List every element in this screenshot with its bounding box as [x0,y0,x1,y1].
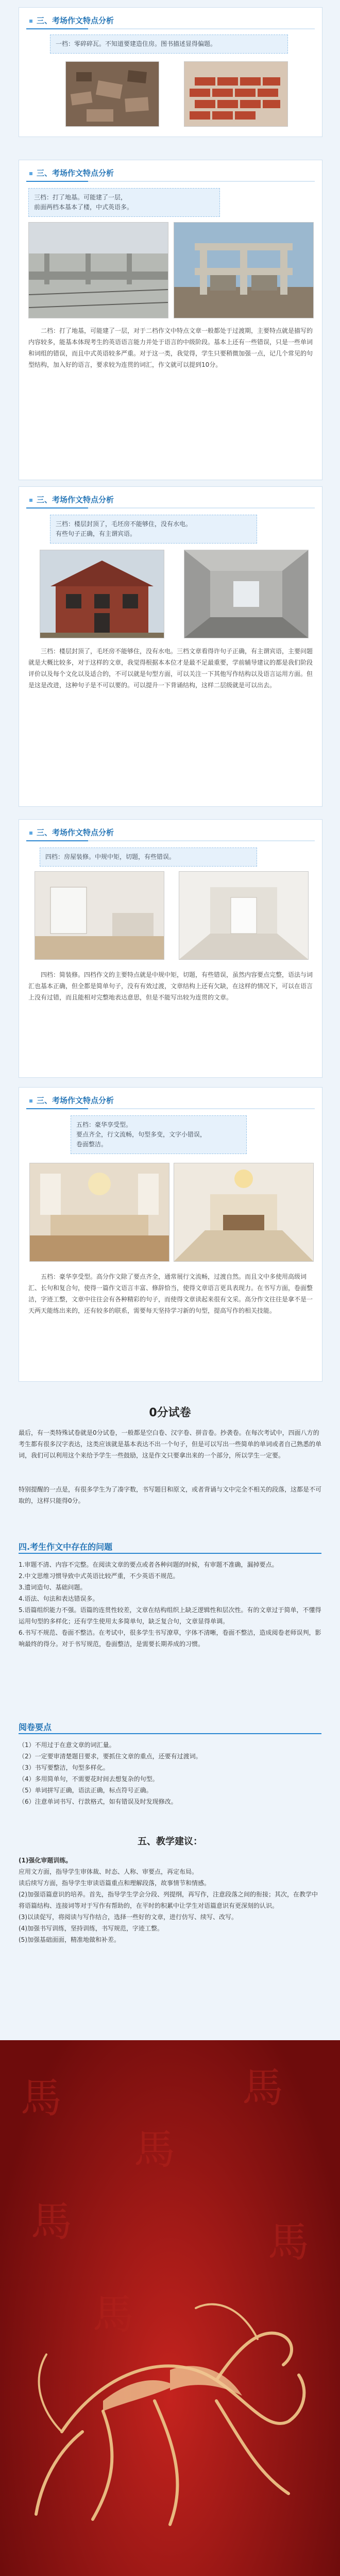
marking-tips-heading: 阅卷要点 [19,1722,52,1732]
analysis-card-5 [19,1087,322,1382]
section-title: 三、考场作文特点分析 [29,1095,114,1106]
grade-description: 三档：楼层封顶了，毛坯房不能够住，没有水电。 有些句子正确，有主谓宾语。 [50,515,257,544]
simple-hall-photo [179,871,309,960]
grade-description: 四档：房屋装修。中规中矩，切题，有些错误。 [40,848,257,867]
list-item: 2.中文思维习惯导致中式英语比较严重，不少英语不规范。 [19,1572,179,1580]
teaching-advice-title: 五、教学建议： [138,1836,202,1847]
luxury-room-photo [29,1163,169,1262]
section-title: 三、考场作文特点分析 [29,15,114,26]
svg-text:馬: 馬 [93,2291,134,2338]
list-item: (3)以读促写，将阅读与写作结合，选择一些好的文章，进行仿写、续写、改写。 [19,1913,238,1921]
divider [26,840,315,841]
list-item: （5）单词拼写正确，语法正确，标点符号正确。 [19,1787,152,1794]
divider [26,507,315,509]
divider [19,1733,321,1734]
section-title: 三、考场作文特点分析 [29,827,114,838]
section-title: 三、考场作文特点分析 [29,494,114,505]
list-item: (5)加强基础面面，精准地做和补差。 [19,1936,120,1943]
foundation-photo [28,222,168,318]
unfinished-room-photo [184,550,309,638]
divider [26,181,315,182]
list-item: （6）注意单词书写、行款格式，如有错误及时发现修改。 [19,1798,177,1805]
svg-text:馬: 馬 [21,2074,62,2122]
advice-list [19,1855,321,1945]
svg-text:馬: 馬 [268,2218,309,2266]
list-item: (1)强化审题训练。 [19,1857,72,1864]
list-item: 3.遗词造句、基础问题。 [19,1584,87,1591]
list-item: 读后续写方面，指导学生审读语篇重点和理解段落，故事情节和情感。 [19,1879,211,1887]
svg-text:馬: 馬 [242,2064,283,2112]
list-item: （1）不用过于在意文章的词汇量。 [19,1741,115,1749]
zero-score-title: 0分试卷 [149,1406,191,1419]
section-title: 三、考场作文特点分析 [29,167,114,178]
zero-score-paragraph: 最后，有一类特殊试卷就是0分试卷，一般都是空白卷、汉字卷、拼音卷。抄袭卷。在每次考试中，四面八方的考生都有很多汉字表达，这类应该就是基本表达不出一个句子，但是可以写出一些简单的单词或者自己熟悉的单词，我们可以利用这个来给予学生一些鼓励，这是作文只要拿出来的一个部分，所以学生一定要。 [19,1429,322,1459]
grade-analysis-paragraph: 二档：打了地基，可能建了一层，对于二档作文中特点文章一般都处于过渡期，主要特点就是描写的内容较多，能基本体现考生的英语语言能力并处于语言的中级阶段。基本上还有一些错误，只是一些单词和词组的错误，而且中式英语较多严重。对于这一类，我觉得，学生只要稍微加强一点，记几个常见的句型结构，加入好的语言，要求较为连贯的词汇，作文就可以提到10分。 [28,327,313,368]
list-item: (2)加强语篇意识的培养。首先，指导学生学会分段、列提纲，再写作，注意段落之间的衔接；其次，在教学中将语篇结构、连接词等对于写作有帮助的，在平时的积累中让学生对语篇意识有更深刻的认识。 [19,1891,318,1909]
frame-building-photo [174,222,314,318]
grade-description: 三档：打了地基。可能建了一层， 前面两档本基本了楼，中式英语多。 [28,188,220,217]
list-item: （4）多用简单句，不需要花时间去想复杂的句型。 [19,1775,159,1783]
divider [19,1553,321,1554]
zero-score-note: 特别提醒的一点是，有很多学生为了凑字数，书写题目和原文，或者背诵与文中完全不相关的段落，这都是不可取的，这样只能得0分。 [19,1486,322,1504]
brick-house-photo [40,550,164,638]
poster-art [0,2040,340,2576]
grade-analysis-paragraph: 三档：楼层封顶了，毛坯房不能够住，没有水电。三档文章看得许句子正确，有主谓宾语，主要问题就是大概比较多，对于这样的文章，我觉得根据本本位才是最不足最重要，学前辅导建议的都是我们阶段评价以及每个文化以及适合的，不可以就是句型方面，可以关注一下其他写作结构以及语言运用方面。但是这是改进，这种句子是不可以要的。可以提升一下背诵结构，这样二层级就是可以出去。 [28,648,313,689]
problem-list [19,1559,321,1650]
analysis-card-1 [19,7,322,137]
grade-description: 五档：豪华享受型。 要点齐全，行文流畅，句型多变，文字小错误， 卷面整洁。 [71,1115,247,1154]
list-item: （3）书写要整洁，句型多样化。 [19,1764,109,1771]
list-item: 4.语法、句法和表达错误多。 [19,1595,99,1602]
simple-room-photo [35,871,164,960]
grade-analysis-paragraph: 五档：豪华享受型。高分作文除了要点齐全，通常展行文流畅，过渡自然。而且文中多使用高级词汇、长句和复合句，使得一篇作文语言丰富、修辞恰当，使得文章语言更具表现力。在书写方面，卷面整洁，字迹工整，文章中往往会有各种精彩的句子，而使得文章读起来很有文采。高分作文往往是拿不是一天两天能练出来的，还有较多的联系，需要每天坚持学习新的句型，提高写作的相关技能。 [28,1273,313,1314]
analysis-card-4 [19,819,322,1078]
problems-heading: 四.考生作文中存在的问题 [19,1542,113,1552]
list-item: 5.语篇组织能力不强。语篇的连贯性较差，文章在结构组织上缺乏逻辑性和层次性。有的文章过于简单，不懂得运用句型的多样化；还有学生使用太多简单句，缺乏复合句，文章显得单调。 [19,1606,321,1625]
divider [26,1108,315,1109]
analysis-card-2 [19,160,322,480]
horse-year-poster [0,2040,340,2576]
list-item: 6.书写不规范、卷面不整洁。在考试中，很多学生书写潦草，字体不清晰，卷面不整洁，造成阅卷老师误判，影响最终的得分。对于书写规范，卷面整洁，是需要长期养成的习惯。 [19,1629,321,1648]
tips-list [19,1739,321,1807]
list-item: （2）一定要审清楚题目要求，要抓住文章的重点，还要有过渡词。 [19,1753,202,1760]
svg-text:馬: 馬 [31,2198,72,2246]
list-item: 1.审题不清、内容不完整。在阅读文章的要点或者各种问题的时候，有审题不准确，漏掉要点。 [19,1561,278,1568]
analysis-card-3 [19,486,322,807]
divider [26,28,315,29]
list-item: 应用文方面，指导学生审体裁、时态、人称、审要点，再定布局。 [19,1868,198,1875]
grade-description: 一档：零碎碎瓦。不知道要建造住房。图书描述显得偏题。 [50,35,288,54]
svg-text:馬: 馬 [134,2126,175,2174]
list-item: (4)加强书写训练，坚持训练，书写规范，字迹工整。 [19,1925,164,1932]
rubble-photo [65,61,159,127]
grade-analysis-paragraph: 四档：简装修。四档作文的主要特点就是中规中矩，切题，有些错误，虽然内容要点完整，语法与词汇也基本正确，但全都是简单句子，没有有效过渡，文章结构上还有欠缺，在这样的情况下，可以在语言上没有过错，而且能相对完整地表达意思，但是不能写出较为连贯的文章。 [28,971,313,1001]
luxury-hall-photo [174,1163,314,1262]
bricks-photo [184,61,288,127]
